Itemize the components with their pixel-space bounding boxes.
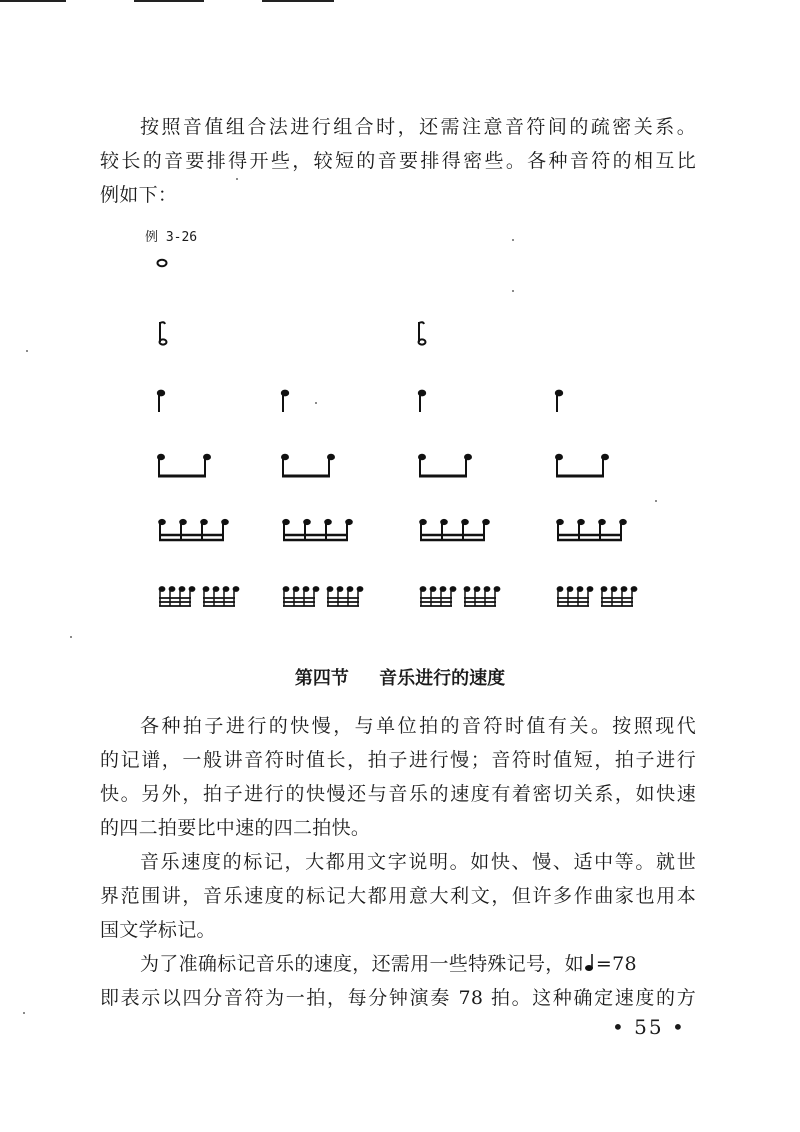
quarter-note: [419, 391, 425, 412]
section-title: 音乐进行的速度: [379, 668, 506, 689]
example-label: 例 3-26: [145, 230, 198, 245]
scan-speck: [315, 402, 317, 404]
paragraph-line: 各种拍子进行的快慢，与单位拍的音符时值有关。按照现代: [140, 715, 696, 737]
quarter-note: [158, 391, 164, 412]
sixteenth-note-group: [420, 520, 489, 540]
scan-speck: [236, 178, 238, 180]
section-number: 第四节: [294, 668, 349, 689]
scan-speck: [70, 636, 72, 638]
page-number: • 55 •: [612, 1015, 686, 1039]
paragraph-line: 较长的音要排得开些，较短的音要排得密些。各种音符的相互比: [100, 150, 696, 172]
thirtysecond-note-group: [283, 587, 362, 606]
half-note: [419, 322, 426, 345]
tempo-paragraph: [100, 709, 696, 845]
paragraph-line: 的记谱，一般讲音符时值长，拍子进行慢；音符时值短，拍子进行: [100, 749, 696, 771]
scan-speck: [23, 1012, 25, 1014]
paragraph-line: [100, 947, 696, 981]
paragraph-line: 界范围讲，音乐速度的标记大都用意大利文，但许多作曲家也用本: [100, 885, 696, 907]
quarter-note-icon: [584, 953, 596, 973]
scan-speck: [655, 500, 657, 502]
paragraph-line: 音乐速度的标记，大都用文字说明。如快、慢、适中等。就世: [140, 851, 696, 873]
scan-speck: [512, 290, 514, 292]
thirtysecond-note-group: [159, 587, 238, 606]
paragraph-line: 即表示以四分音符为一拍，每分钟演奏 78 拍。这种确定速度的方: [100, 987, 696, 1009]
tempo-marking-paragraph: [100, 845, 696, 947]
whole-note: [158, 260, 167, 266]
section-heading: [0, 664, 800, 690]
metronome-paragraph: [100, 947, 696, 1015]
scan-speck: [26, 350, 28, 352]
eighth-note-pair: [158, 455, 210, 476]
paragraph-line: 快。另外，拍子进行的快慢还与音乐的速度有着密切关系，如快速: [100, 783, 696, 805]
half-note: [160, 322, 167, 345]
sixteenth-note-group: [557, 520, 626, 540]
eighth-note-pair: [556, 455, 608, 476]
thirtysecond-note-group: [420, 587, 499, 606]
quarter-note: [556, 391, 562, 412]
thirtysecond-note-group: [557, 587, 636, 606]
eighth-note-pair: [419, 455, 471, 476]
eighth-note-pair: [282, 455, 334, 476]
sixteenth-note-group: [283, 520, 352, 540]
tempo-value: =78: [595, 953, 637, 975]
scan-speck: [512, 239, 514, 241]
paragraph-line: 按照音值组合法进行组合时，还需注意音符间的疏密关系。: [140, 116, 696, 138]
quarter-note: [282, 391, 288, 412]
paragraph-line: 国文学标记。: [100, 919, 216, 941]
metronome-text: 为了准确标记音乐的速度，还需用一些特殊记号，如: [140, 953, 584, 975]
paragraph-line: 例如下：: [100, 184, 178, 206]
sixteenth-note-group: [159, 520, 228, 540]
paragraph-line: 的四二拍要比中速的四二拍快。: [100, 817, 371, 839]
